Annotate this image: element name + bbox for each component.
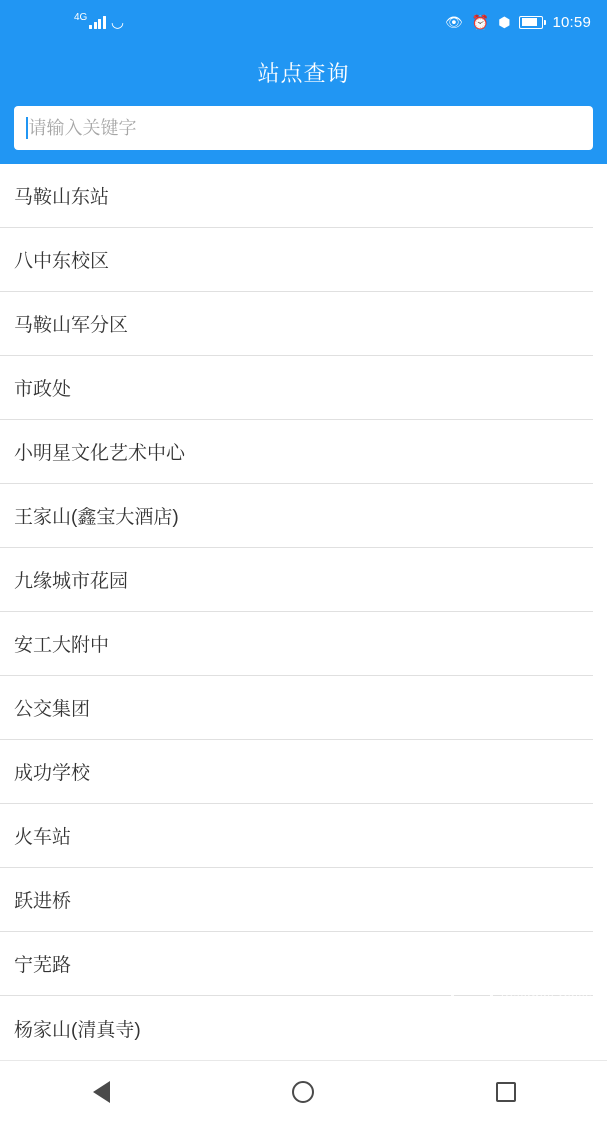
watermark-subtitle: Rengwan Games [501, 988, 599, 1001]
status-left-group [74, 11, 124, 31]
back-button[interactable] [66, 1061, 136, 1123]
system-navigation-bar [0, 1060, 607, 1122]
list-item[interactable] [0, 228, 593, 292]
station-name: 火车站 [14, 827, 72, 848]
station-name: 马鞍山军分区 [14, 315, 129, 336]
list-item[interactable] [0, 740, 593, 804]
list-item[interactable] [0, 676, 593, 740]
battery-icon [519, 16, 543, 29]
station-name: 公交集团 [14, 699, 91, 720]
station-name: 成功学校 [14, 763, 91, 784]
station-name: 市政处 [14, 379, 72, 400]
recents-square-icon [496, 1082, 516, 1102]
list-item[interactable] [0, 932, 593, 996]
alarm-icon: ⏰ [471, 14, 490, 30]
status-right-group [445, 14, 591, 31]
list-item[interactable] [0, 612, 593, 676]
recents-button[interactable] [471, 1061, 541, 1123]
station-list[interactable] [0, 164, 607, 1060]
list-item[interactable] [0, 292, 593, 356]
search-input[interactable] [29, 118, 582, 139]
station-name: 马鞍山东站 [14, 187, 110, 208]
station-name: 小明星文化艺术中心 [14, 443, 186, 464]
page-title: 站点查询 [257, 60, 350, 86]
list-item[interactable] [0, 356, 593, 420]
station-name: 王家山(鑫宝大酒店) [14, 507, 179, 528]
wifi-icon: ◡ [110, 13, 124, 31]
station-name: 跃进桥 [14, 891, 72, 912]
watermark-title: 仍玩游戏 [501, 965, 585, 988]
watermark-logo-icon: 闪 [451, 962, 493, 1004]
search-area [0, 100, 607, 164]
home-button[interactable] [268, 1061, 338, 1123]
text-caret [26, 117, 28, 139]
signal-bars-icon [89, 15, 106, 29]
eye-icon: 👁 [445, 14, 463, 30]
title-bar [0, 44, 607, 100]
list-item[interactable] [0, 164, 593, 228]
station-name: 宁芜路 [14, 955, 72, 976]
list-item[interactable] [0, 868, 593, 932]
station-name: 八中东校区 [14, 251, 110, 272]
list-item[interactable] [0, 996, 593, 1060]
bluetooth-icon: ⬢ [498, 14, 511, 30]
network-type-label: 4G [74, 11, 88, 23]
station-name: 杨家山(清真寺) [14, 1019, 141, 1041]
status-clock: 10:59 [552, 13, 591, 31]
back-triangle-icon [93, 1081, 110, 1103]
status-bar [0, 0, 607, 44]
list-item[interactable] [0, 420, 593, 484]
list-item[interactable] [0, 484, 593, 548]
list-item[interactable] [0, 804, 593, 868]
list-item[interactable] [0, 548, 593, 612]
search-box[interactable] [14, 106, 593, 150]
home-circle-icon [292, 1081, 314, 1103]
station-name: 安工大附中 [14, 635, 110, 656]
station-name: 九缘城市花园 [14, 571, 129, 592]
